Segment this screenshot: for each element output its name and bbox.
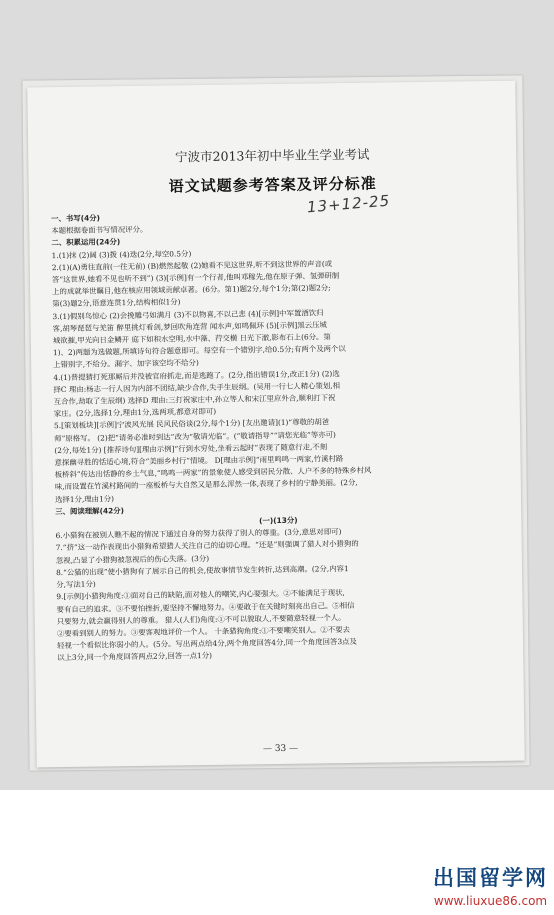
- watermark-logo-text: 出国留学网: [433, 866, 548, 890]
- page-number: — 33 —: [262, 743, 299, 755]
- answer-line: 9.[示例]小猎狗角度:①面对自己的缺陷,面对他人的嘲笑,内心要强大。②不能满足于现状,: [56, 588, 345, 602]
- answer-line: 客,胡琴琵琶与羌笛 醉里挑灯看剑,梦回吹角连营 闻水声,如鸣佩环 (5)[示例]黑云压城: [52, 320, 327, 333]
- answer-line: 分,写法1分): [56, 579, 96, 590]
- watermark-url: www.liuxue86.com: [433, 894, 548, 908]
- answer-line: 味,而设置在竹溪村路间的一座板桥与大自然又是那么浑然一体,表现了乡村的宁静美丽。(2分,: [54, 478, 358, 492]
- answer-line: 答“这世界,她看不见也听不到”) (3)[示例]有一个行者,他叫邓稼先,他在原子弹、氢弹研制: [51, 271, 340, 285]
- answer-line: 师”原格写。 (2)把“请务必准时到达”改为“敬请光临”。(“敬请指导”“请您光临”等亦可): [54, 429, 336, 443]
- answer-line: 要有自己的追求。③不要怕挫折,要坚持不懈地努力。④要敢于在关键时刻亮出自己。⑤相信: [56, 600, 355, 614]
- answer-line: 1)、2)两题为选做题,所填诗句符合题意即可。每空有一个错别字,给0.5分;有两个及两个以: [52, 344, 346, 358]
- site-watermark: [433, 862, 548, 908]
- answer-line: ②要看到别人的努力。③要客观地评价一个人。 十条猎狗角度:①不要嘲笑别人。②不要去: [56, 624, 351, 638]
- answer-line: 4.(1)普提猜打死那厮后并没被官府抓走,而是逃跑了。(2分,指出错误1分,改正1分) (2)选: [53, 368, 340, 382]
- answer-line: 以上3分,同一个角度回答两点2分,回答一点1分): [57, 651, 213, 663]
- answer-line: 2.(1)(A)勇往直前(一往无前) (B)燃然起敬 (2)她看不见这世界,听不到这世界的声音(或: [51, 259, 333, 272]
- answer-line: 一、书写(4分): [51, 213, 101, 224]
- answer-line: 1.(1)抹 (2)阔 (3)拨 (4)迭(2分,每空0.5分): [51, 248, 192, 260]
- answer-line: 6.小猎狗在被别人瞧不起的情况下通过自身的努力获得了别人的尊重。(3分,意思对即可): [55, 527, 342, 541]
- exam-title: 宁波市2013年初中毕业生学业考试: [174, 146, 370, 165]
- answer-line: 轻视一个看似比你弱小的人。(5分。写出两点给4分,两个角度回答4分,同一个角度回答3点及: [57, 637, 357, 651]
- answer-line: 上的成就举世瞩目,他在核应用领域贡献卓著。(6分。第1)题2分,每个1分;第(2)题2分;: [52, 283, 331, 297]
- answer-line: 择C 理由:杨志一行人因为内部不团结,缺少合作,失手生辰纲。(吴用一行七人精心策划,相: [53, 380, 341, 394]
- answer-line: 家庄。(2分,选择1分,理由1分,选两项,都意对即可): [53, 407, 217, 419]
- answer-line: 只要努力,就会赢得别人的尊重。 猎人(人们)角度:①不可以貌取人,不要随意轻视一个人。: [56, 612, 346, 626]
- answer-line: 上错别字,不给分。漏字、加字该空均不给分): [53, 358, 199, 370]
- handwritten-note: 13+12-25: [306, 191, 391, 217]
- answer-line: 8.“公猫的出现”使小猎狗有了展示自己的机会,使故事情节发生转折,达到高潮。(2分,内容1: [55, 563, 349, 577]
- answer-line: 3.(1)假别鸟惊心 (2)会挽雕弓如满月 (3)不以物喜,不以己悲 (4)[示例]中军置酒饮归: [52, 307, 324, 321]
- answer-line: 二、积累运用(24分): [51, 237, 121, 248]
- document-title: 语文试题参考答案及评分标准: [168, 174, 377, 196]
- answer-line: 板桥斜”传达出恬静的乡土气息,“鸣鸣一两家”的景象使人感受到居民分散、人户不多的特殊乡村风: [54, 465, 372, 480]
- answer-line: (一)(13分): [258, 515, 298, 526]
- answer-line: (2分,每处1分) [推荐诗句][理由示例]“行到水穷处,坐看云起时”表现了随意行走,不刻: [54, 442, 328, 455]
- answer-line: 7.“挤”这一动作表现出小猎狗希望猎人关注自己的迫切心理。“还是”则强调了猎人对小猎狗的: [55, 539, 359, 553]
- answer-line: 本题根据卷面书写情况评分。: [51, 224, 148, 236]
- answer-line: 5.[策划板块][示例]宁波风光展 民风民俗谈(2分,每个1分) [友出邀请](1)“尊敬的胡爸: [53, 417, 330, 431]
- answer-line: 互合作,劫取了生辰纲) 选择D 理由:三打祝家庄中,孙立等人和宋江里应外合,顺利打下祝: [53, 393, 336, 407]
- answer-content: [51, 207, 503, 665]
- answer-line: 意探幽寻胜的恬适心境,符合“美丽乡村行”情境。 D[理由示例]“雨里鸣鸣一两家,竹溪村路: [54, 454, 344, 468]
- answer-line: 第(3)题2分,语意连贯1分,结构相似1分): [52, 297, 181, 309]
- answer-line: 选择1分,理由1分): [54, 493, 115, 504]
- answer-line: 城欲摧,甲光向日金鳞开 庭下如积水空明,水中藻、荇交横 日光下澈,影布石上(6分。第: [52, 332, 331, 346]
- answer-line: 忽视,凸显了小猎狗被忽视后的伤心失落。(3分): [55, 553, 210, 565]
- answer-line: 三、阅读理解(42分): [55, 506, 125, 516]
- answer-sheet: [27, 81, 524, 768]
